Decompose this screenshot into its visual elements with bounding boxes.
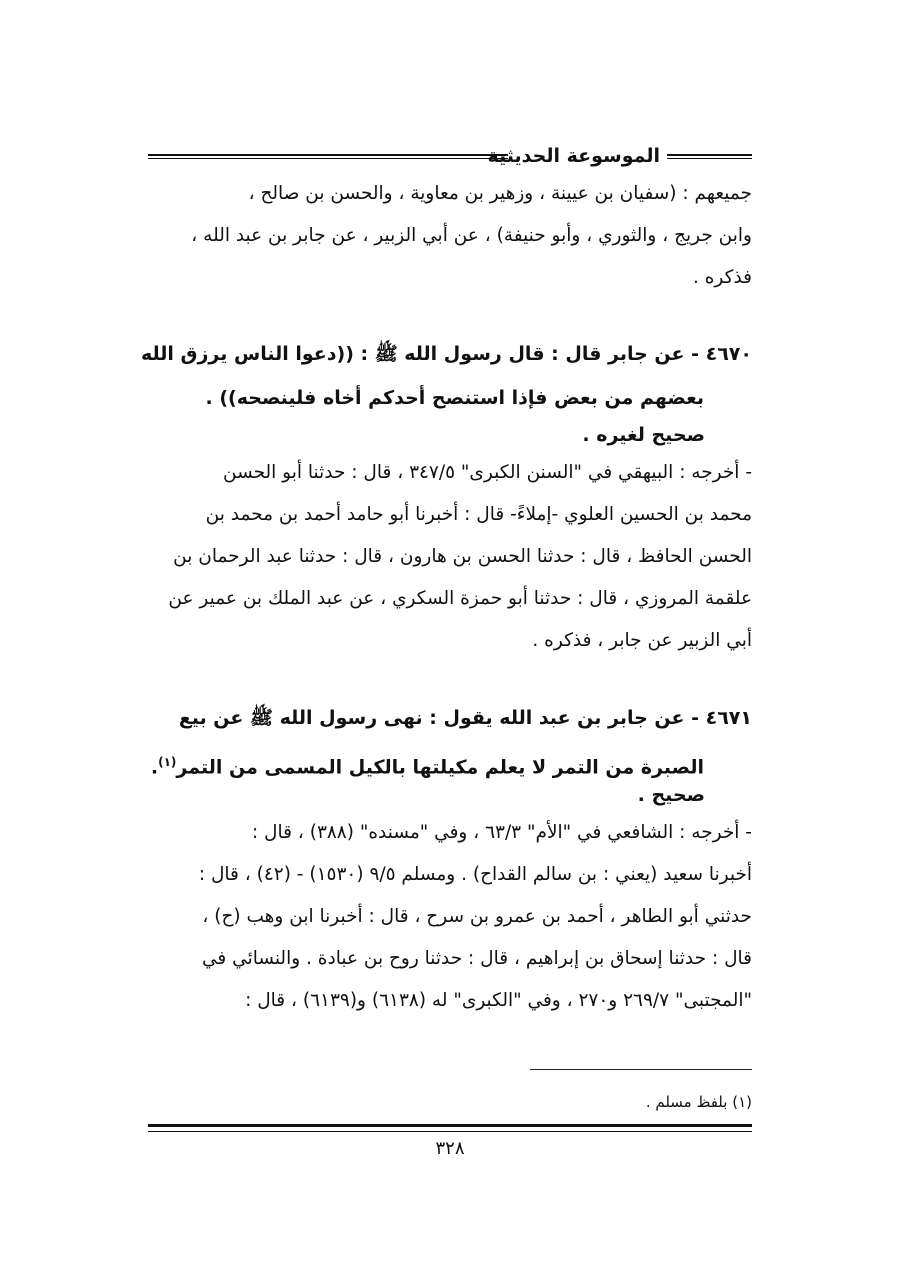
text-line: - أخرجه : البيهقي في "السنن الكبرى" ٣٤٧/٥ ، قال : حدثنا أبو الحسن: [222, 462, 752, 483]
hadith-4670-grade: صحيح لغيره .: [582, 424, 705, 446]
text-line: قال : حدثنا إسحاق بن إبراهيم ، قال : حدثنا روح بن عبادة . والنسائي في: [202, 948, 752, 969]
hadith-line: الصبرة من التمر لا يعلم مكيلتها بالكيل المسمى من التمر$^{(١)}$.: [150, 755, 704, 779]
text-line: أخبرنا سعيد (يعني : بن سالم القداح) . ومسلم ٩/٥ (١٥٣٠) - (٤٢) ، قال :: [198, 864, 752, 885]
footnote-text: (١) بلفظ مسلم .: [645, 1093, 752, 1111]
hadith-line: ٤٦٧٠ - عن جابر قال : قال رسول الله ﷺ : ((دعوا الناس يرزق الله: [140, 343, 752, 365]
footnote-reference: (١): [158, 755, 177, 769]
footnote-separator: [530, 1069, 752, 1070]
header-rule-left: [148, 154, 508, 159]
hadith-4670-text: [140, 332, 752, 420]
running-header: [148, 143, 752, 171]
hadith-line: ٤٦٧١ - عن جابر بن عبد الله يقول : نهى رسول الله ﷺ عن بيع: [178, 707, 752, 729]
hadith-4670-takhrij: [148, 452, 752, 662]
text-line: - أخرجه : الشافعي في "الأم" ٦٣/٣ ، وفي "مسنده" (٣٨٨) ، قال :: [251, 822, 752, 843]
header-title: الموسوعة الحديثية: [487, 145, 660, 167]
text-line: وابن جريج ، والثوري ، وأبو حنيفة) ، عن أبي الزبير ، عن جابر بن عبد الله ،: [191, 225, 752, 246]
text-line: محمد بن الحسين العلوي -إملاءً- قال : أخبرنا أبو حامد أحمد بن محمد بن: [205, 504, 752, 525]
text-line: "المجتبى" ٢٦٩/٧ و٢٧٠ ، وفي "الكبرى" له (٦١٣٨) و(٦١٣٩) ، قال :: [245, 990, 752, 1011]
hadith-line: بعضهم من بعض فإذا استنصح أحدكم أخاه فلينصحه)) .: [205, 387, 704, 409]
text-line: جميعهم : (سفيان بن عيينة ، وزهير بن معاوية ، والحسن بن صالح ،: [248, 183, 752, 204]
footer-rule-thin: [148, 1131, 752, 1132]
hadith-4671-takhrij: [148, 812, 752, 1022]
hadith-line-text: الصبرة من التمر لا يعلم مكيلتها بالكيل المسمى من التمر: [176, 756, 704, 779]
text-line: حدثني أبو الطاهر ، أحمد بن عمرو بن سرح ، قال : أخبرنا ابن وهب (ح) ،: [202, 906, 752, 927]
hadith-4671-grade: صحيح .: [637, 784, 705, 806]
text-line: علقمة المروزي ، قال : حدثنا أبو حمزة السكري ، عن عبد الملك بن عمير عن: [168, 588, 752, 609]
intro-paragraph: [148, 173, 752, 299]
hadith-4671-text: [148, 696, 752, 784]
footer-rule-thick: [148, 1124, 752, 1127]
text-line: فذكره .: [692, 267, 752, 288]
page-number: ٣٢٨: [435, 1138, 465, 1159]
header-rule-right: [667, 154, 752, 159]
text-line: الحسن الحافظ ، قال : حدثنا الحسن بن هارون ، قال : حدثنا عبد الرحمان بن: [173, 546, 752, 567]
text-line: أبي الزبير عن جابر ، فذكره .: [532, 630, 752, 651]
